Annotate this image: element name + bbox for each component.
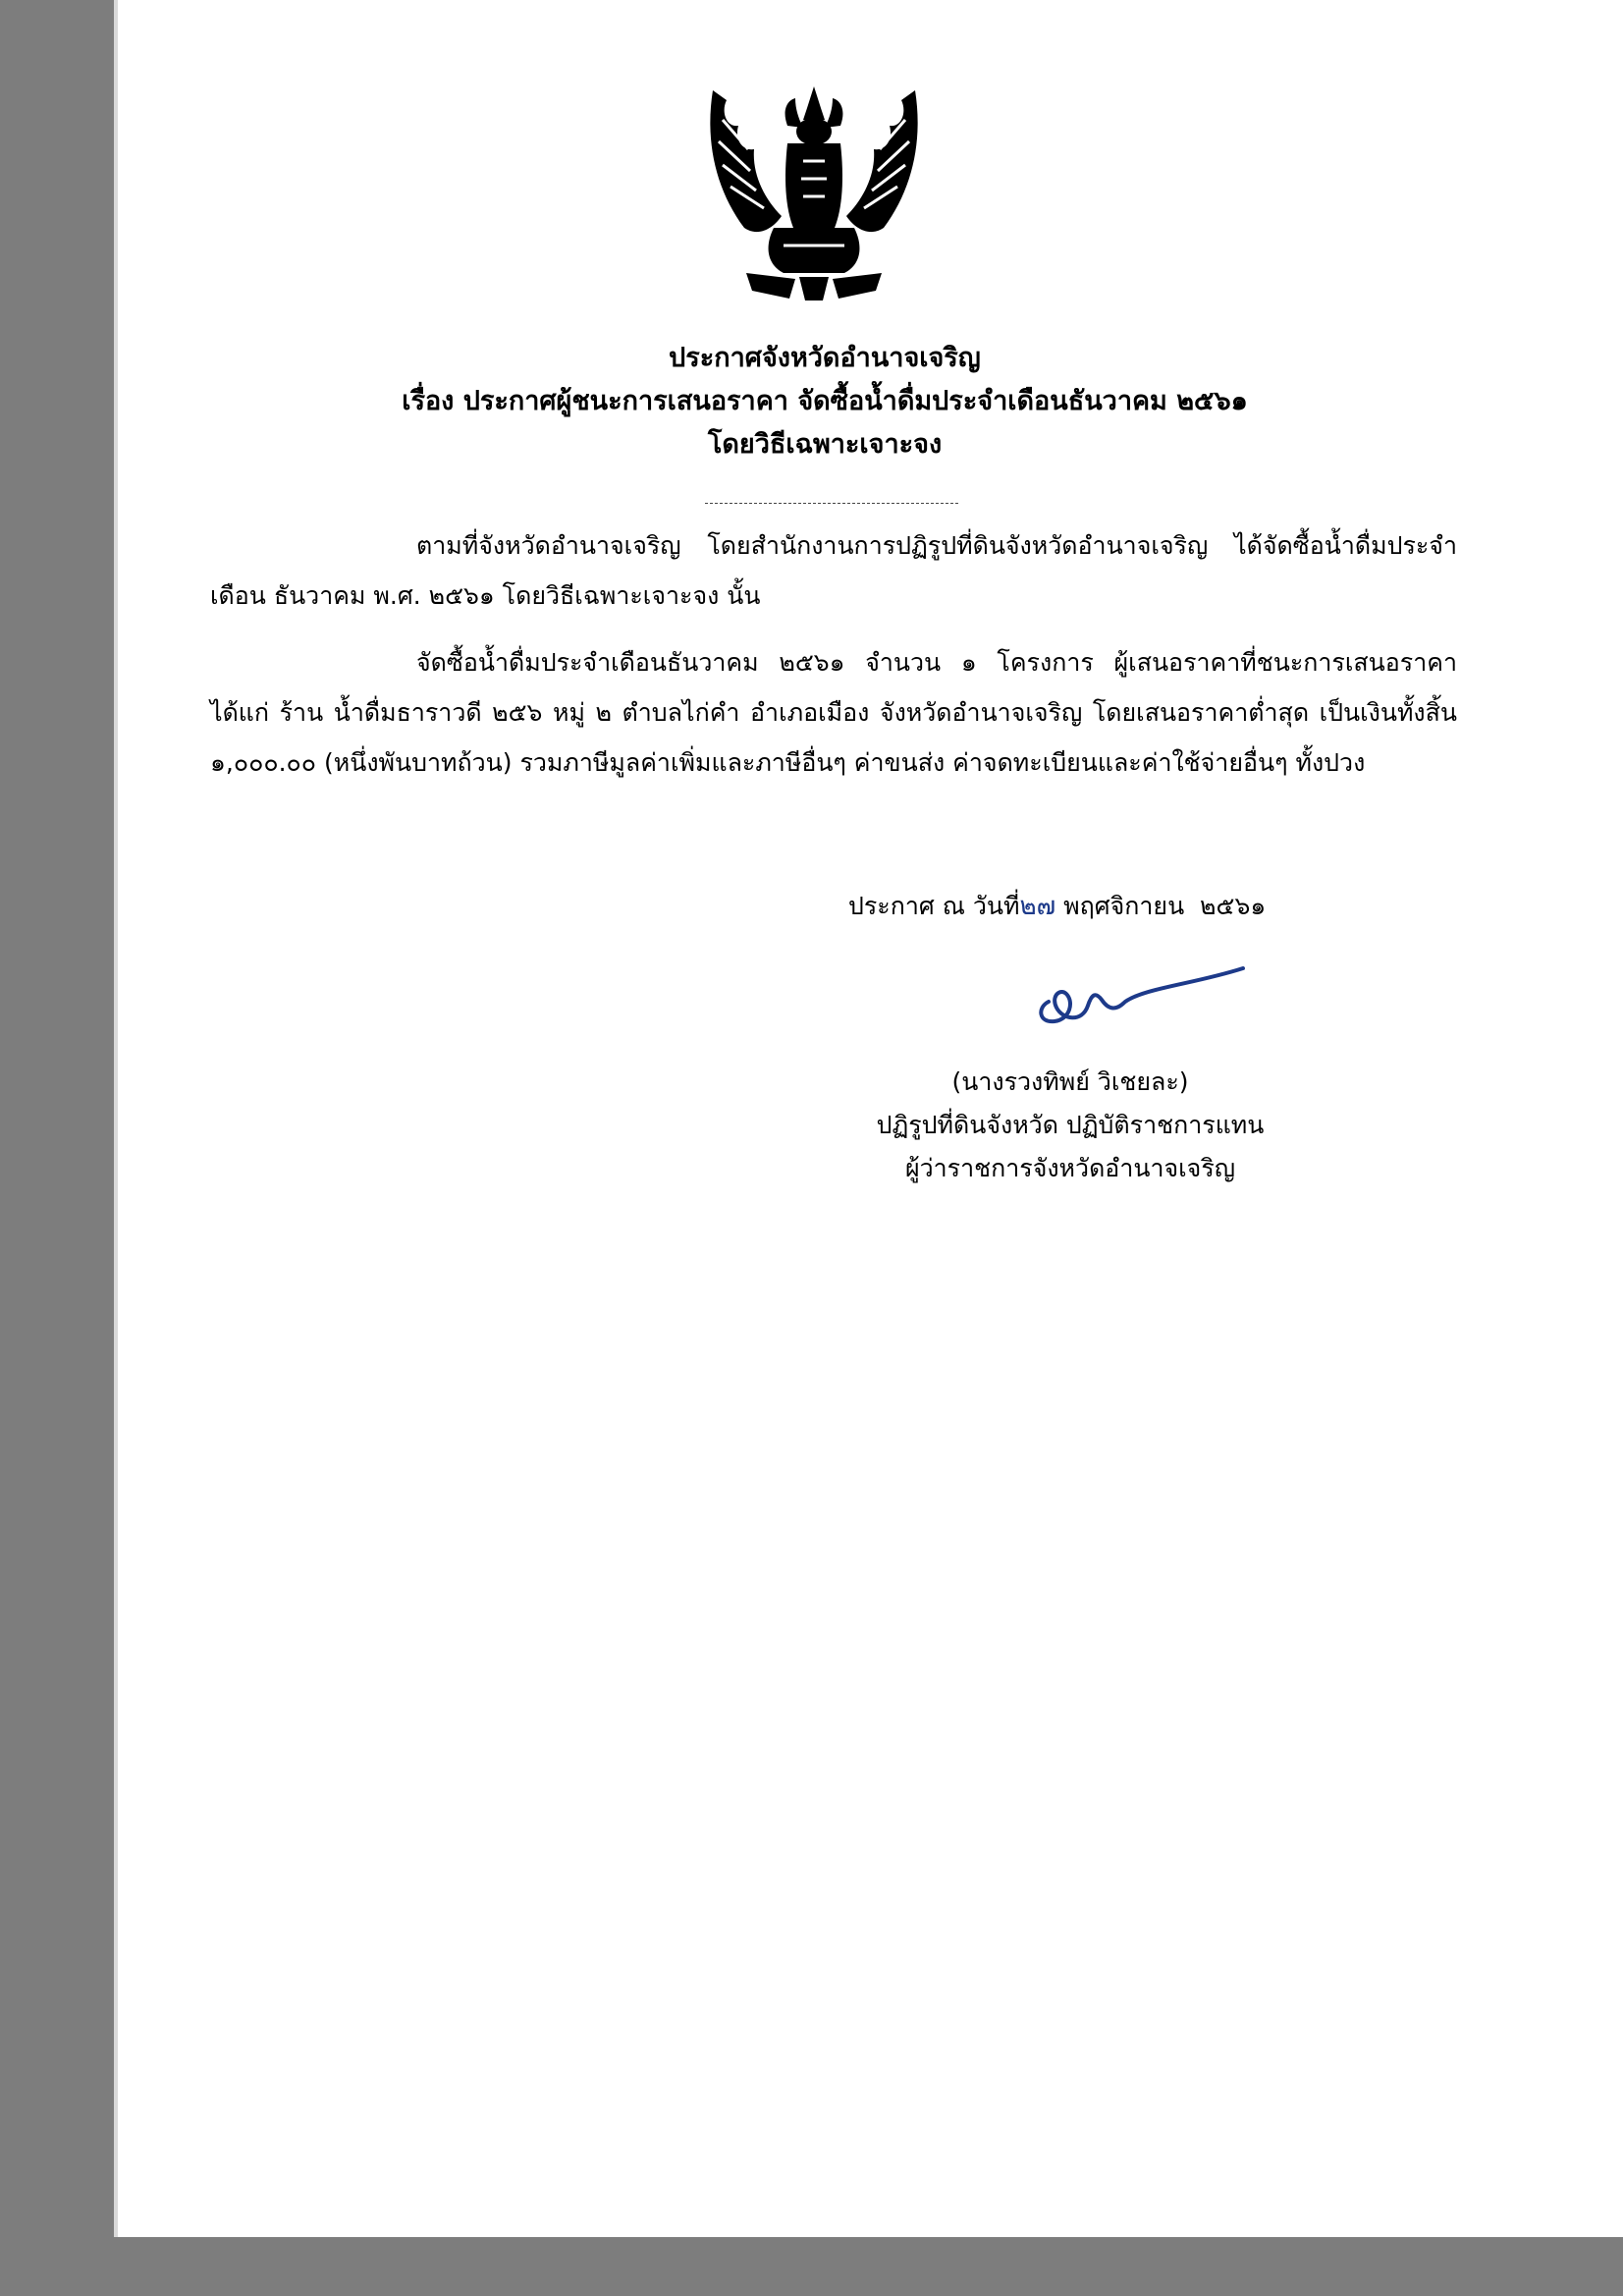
handwritten-signature <box>1027 962 1253 1041</box>
title-subject: เรื่อง ประกาศผู้ชนะการเสนอราคา จัดซื้อน้ำดื่มประจำเดือนธันวาคม ๒๕๖๑ <box>402 386 1248 416</box>
title-method: โดยวิธีเฉพาะเจาะจง <box>707 429 943 460</box>
title-divider <box>705 503 958 504</box>
signer-name: (นางรวงทิพย์ วิเชยละ) <box>951 1067 1189 1096</box>
signer-block <box>805 1061 1335 1190</box>
announcement-title <box>255 337 1394 466</box>
date-prefix: ประกาศ ณ วันที่ <box>848 892 1020 920</box>
body-paragraph-2: จัดซื้อน้ำดื่มประจำเดือนธันวาคม ๒๕๖๑ จำนวน ๑ โครงการ ผู้เสนอราคาที่ชนะการเสนอราคา ได้แก่ ร้าน น้ำดื่มธาราวดี ๒๕๖ หมู่ ๒ ตำบลไก่คำ อำเภอเมือง จังหวัดอำนาจเจริญ โดยเสนอราคาต่ำสุด เป็นเงินทั้งสิ้น ๑,๐๐๐.๐๐ (หนึ่งพันบาทถ้วน) รวมภาษีมูลค่าเพิ่มและภาษีอื่นๆ ค่าขนส่ง ค่าจดทะเบียนและค่าใช้จ่ายอื่นๆ ทั้งปวง <box>210 648 1457 777</box>
signer-position: ปฏิรูปที่ดินจังหวัด ปฏิบัติราชการแทน <box>876 1111 1265 1139</box>
announcement-date <box>848 887 1266 926</box>
body-paragraph-1: ตามที่จังหวัดอำนาจเจริญ โดยสำนักงานการปฏิรูปที่ดินจังหวัดอำนาจเจริญ ได้จัดซื้อน้ำดื่มประจำเดือน ธันวาคม พ.ศ. ๒๕๖๑ โดยวิธีเฉพาะเจาะจง นั้น <box>210 531 1457 610</box>
date-day-handwritten: ๒๗ <box>1019 892 1056 921</box>
date-month-year: พฤศจิกายน ๒๕๖๑ <box>1055 892 1267 920</box>
title-issuer: ประกาศจังหวัดอำนาจเจริญ <box>669 343 981 373</box>
garuda-emblem-icon <box>705 81 923 301</box>
signer-title: ผู้ว่าราชการจังหวัดอำนาจเจริญ <box>904 1154 1236 1182</box>
